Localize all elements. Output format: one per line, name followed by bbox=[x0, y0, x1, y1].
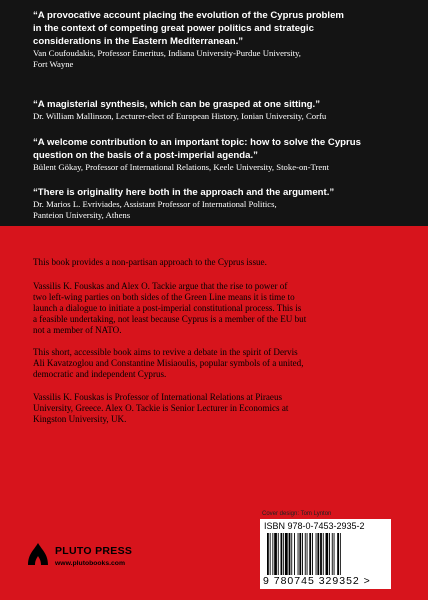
endorsement-attribution: Bülent Gökay, Professor of International Relations, Keele University, Stoke-on-Trent bbox=[33, 162, 330, 172]
barcode-icon bbox=[267, 533, 383, 575]
isbn-number: ISBN 978-0-7453-2935-2 bbox=[264, 521, 365, 531]
endorsement-3 bbox=[33, 136, 413, 173]
cover-design-credit: Cover design: Tom Lynton bbox=[262, 511, 332, 517]
endorsement-4 bbox=[33, 186, 413, 221]
isbn-barcode-label bbox=[260, 519, 391, 589]
publisher-url[interactable]: www.plutobooks.com bbox=[55, 560, 125, 567]
endorsement-2 bbox=[33, 98, 413, 122]
author-bio: Vassilis K. Fouskas is Professor of International Relations at Piraeus University, Greece. Alex O. Tackie is Senior Lecturer in Economics at Kingston University, UK. bbox=[33, 392, 289, 424]
pluto-press-logo-icon bbox=[27, 542, 49, 566]
endorsement-quote: “A provocative account placing the evolution of the Cyprus problem in the context of competing great power politics and strategic considerations in the Eastern Mediterranean.” bbox=[33, 10, 344, 47]
endorsement-quote: “A welcome contribution to an important topic: how to solve the Cyprus question on the basis of a post-imperial agenda.” bbox=[33, 137, 361, 161]
endorsement-attribution: Van Coufoudakis, Professor Emeritus, Indiana University-Purdue University, Fort Wayne bbox=[33, 48, 301, 69]
description-paragraph-2: Vassilis K. Fouskas and Alex O. Tackie argue that the rise to power of two left-wing parties on both sides of the Green Line means it is time to launch a dialogue to initiate a post-imperial constitutional process. This is a feasible undertaking, not least because Cyprus is a member of the EU but not a member of NATO. bbox=[33, 281, 307, 335]
endorsement-attribution: Dr. William Mallinson, Lecturer-elect of European History, Ionian University, Corfu bbox=[33, 111, 327, 121]
description-paragraph-3: This short, accessible book aims to revive a debate in the spirit of Dervis Ali Kavatzoglou and Constantine Misiaoulis, popular symbols of a united, democratic and independent Cyprus. bbox=[33, 347, 304, 379]
endorsement-attribution: Dr. Marios L. Evriviades, Assistant Professor of International Politics, Panteion University, Athens bbox=[33, 199, 277, 220]
barcode-digits: 9 780745 329352 > bbox=[263, 575, 371, 587]
description-paragraph-1: This book provides a non-partisan approach to the Cyprus issue. bbox=[33, 257, 267, 267]
endorsement-quote: “A magisterial synthesis, which can be grasped at one sitting.” bbox=[33, 99, 320, 110]
publisher-name: PLUTO PRESS bbox=[55, 545, 133, 557]
endorsement-quote: “There is originality here both in the approach and the argument.” bbox=[33, 187, 335, 198]
endorsement-1 bbox=[33, 9, 413, 70]
endorsements-section bbox=[0, 0, 428, 226]
